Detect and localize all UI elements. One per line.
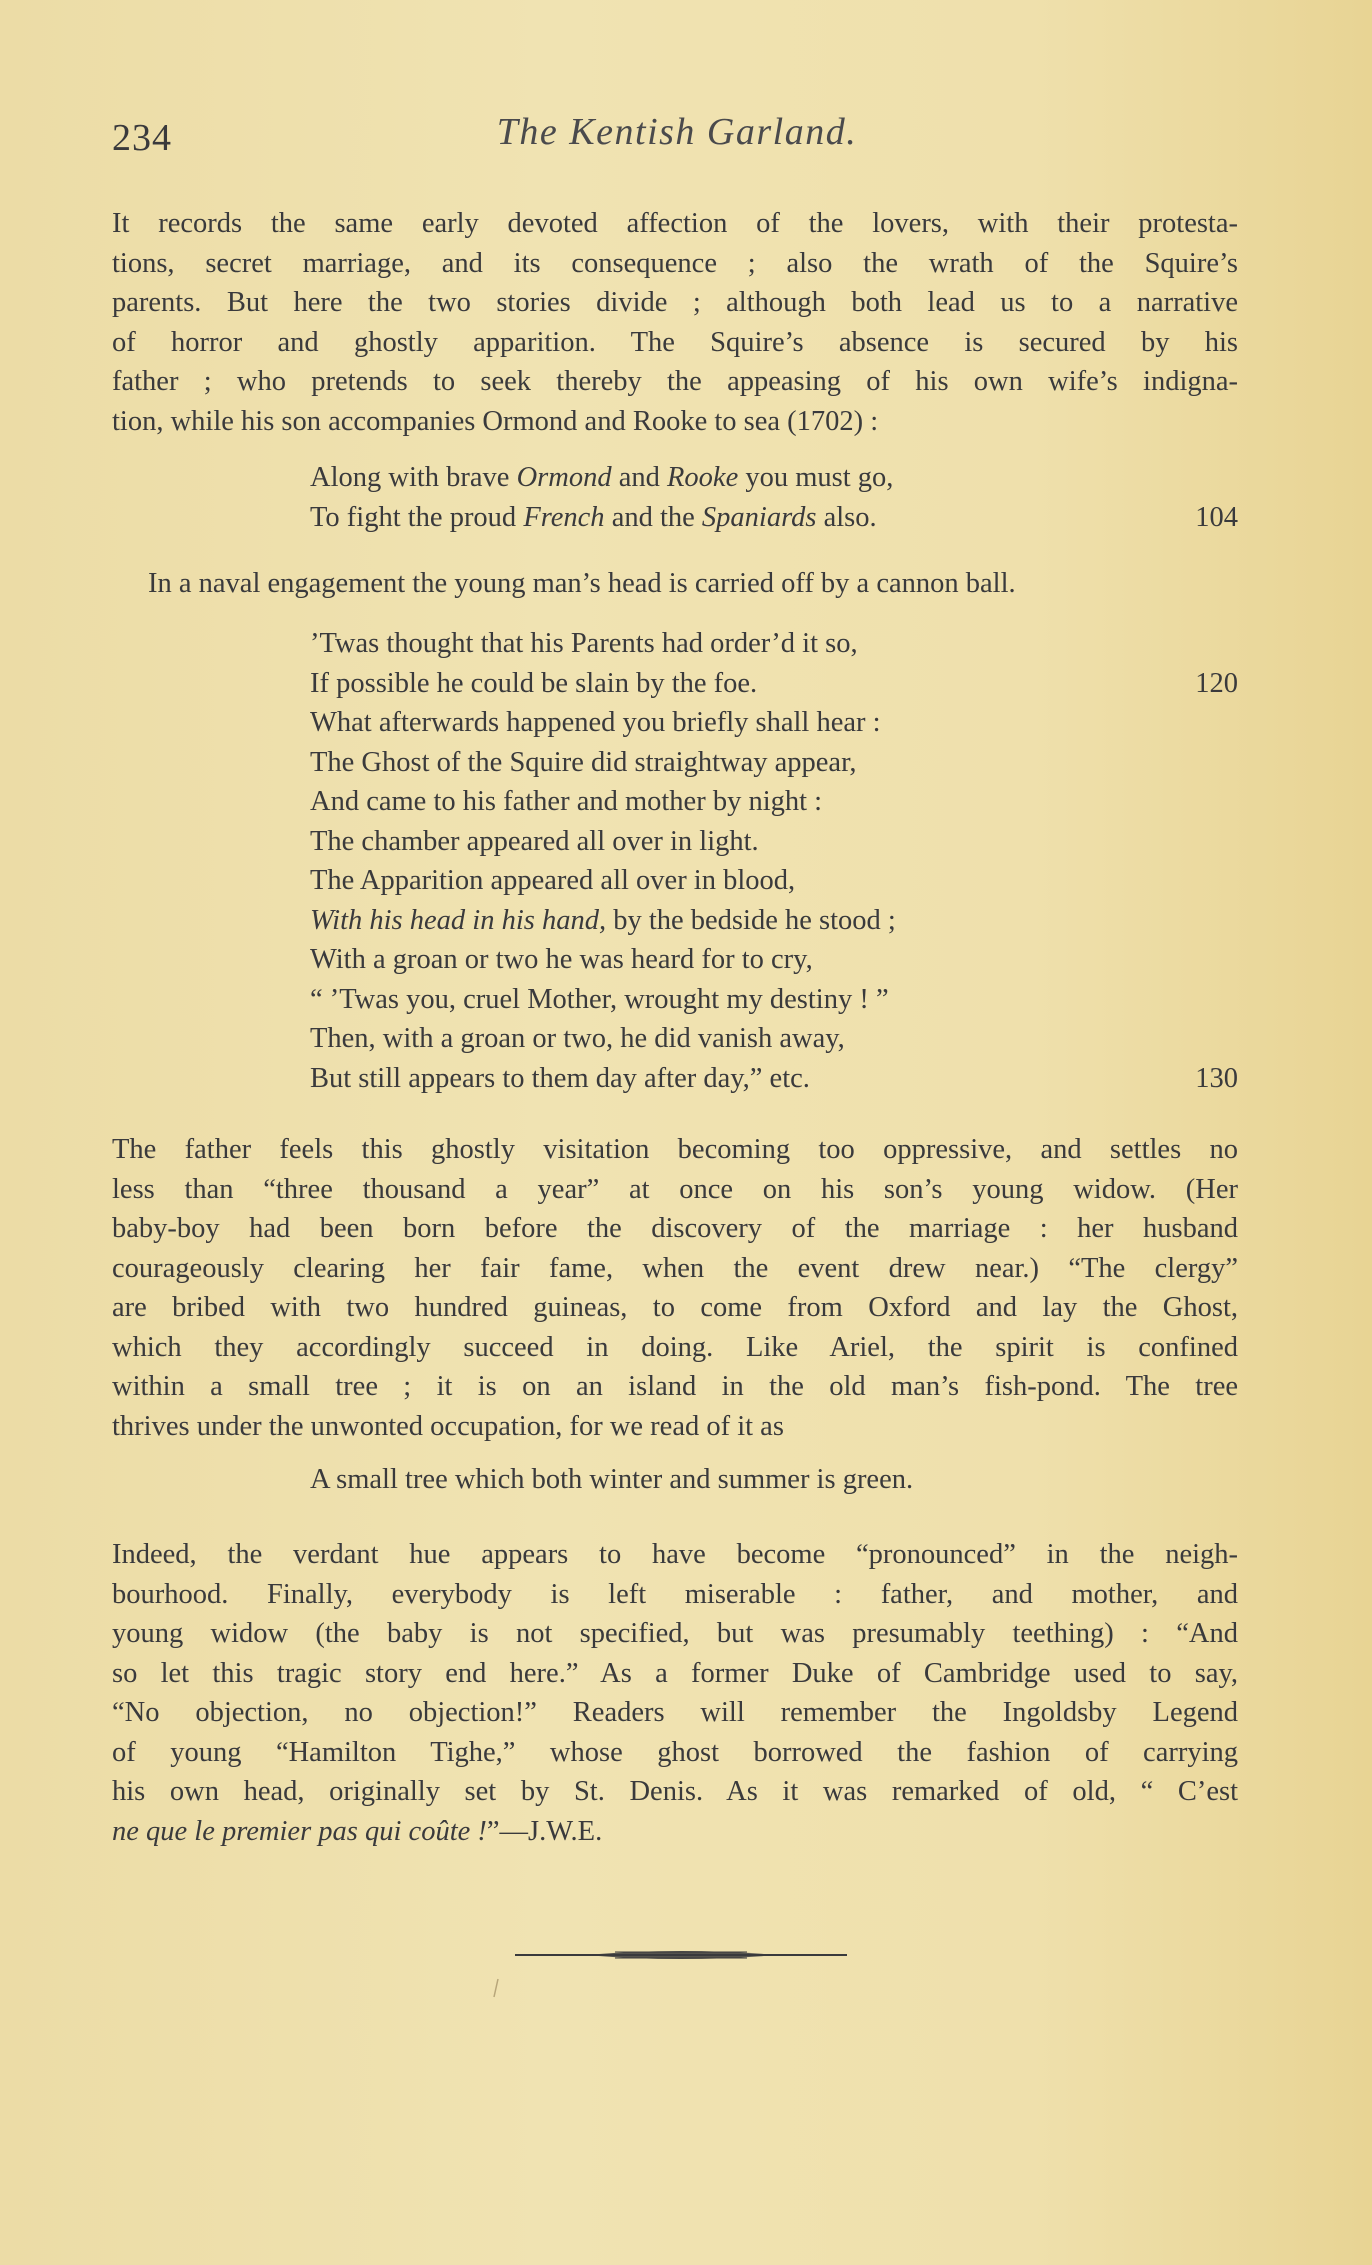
text-line: courageously clearing her fair fame, when the event drew near.) “The clergy” (112, 1252, 1238, 1284)
text-line: Indeed, the verdant hue appears to have become “pronounced” in the neigh- (112, 1539, 1238, 1570)
text-line: “No objection, no objection!” Readers will remember the Ingoldsby Legend (112, 1697, 1238, 1728)
text-line: of young “Hamilton Tighe,” whose ghost borrowed the fashion of carrying (112, 1736, 1238, 1768)
page-number: 234 (112, 117, 172, 159)
verse-line: Along with brave Ormond and Rooke you must go, (310, 462, 894, 493)
text-line: so let this tragic story end here.” As a former Duke of Cambridge used to say, (112, 1657, 1238, 1689)
text-line: baby-boy had been born before the discovery of the marriage : her husband (112, 1213, 1238, 1244)
text-line: his own head, originally set by St. Denis. As it was remarked of old, “ C’est (112, 1776, 1238, 1807)
verse-line: ’Twas thought that his Parents had order’d it so, (310, 628, 858, 659)
verse-line: With his head in his hand, by the bedside he stood ; (310, 904, 896, 936)
verse-block-1 (310, 458, 1238, 537)
paragraph-2: In a naval engagement the young man’s head is carried off by a cannon ball. (148, 568, 1016, 599)
line-number: 130 (1195, 1062, 1238, 1094)
text-line: less than “three thousand a year” at once on his son’s young widow. (Her (112, 1173, 1238, 1205)
text-line: which they accordingly succeed in doing. Like Ariel, the spirit is confined (112, 1331, 1238, 1363)
text-line: ne que le premier pas qui coûte !”—J.W.E. (112, 1815, 603, 1847)
text-line: father ; who pretends to seek thereby the appeasing of his own wife’s indigna- (112, 366, 1238, 397)
verse-line: To fight the proud French and the Spaniards also. 104 (310, 498, 1238, 538)
verse-line: If possible he could be slain by the foe. 120 (310, 664, 1238, 704)
text-line: tions, secret marriage, and its consequence ; also the wrath of the Squire’s (112, 247, 1238, 279)
paragraph-3 (112, 1130, 1238, 1446)
page-header (112, 108, 1242, 168)
verse-line: And came to his father and mother by night : (310, 786, 823, 817)
verse-quote: A small tree which both winter and summer is green. (310, 1464, 914, 1495)
paragraph-1 (112, 204, 1238, 441)
text-line: within a small tree ; it is on an island in the old man’s fish-pond. The tree (112, 1371, 1238, 1402)
text-line: thrives under the unwonted occupation, for we read of it as (112, 1410, 784, 1442)
text-line: parents. But here the two stories divide ; although both lead us to a narrative (112, 287, 1238, 318)
text-line: bourhood. Finally, everybody is left miserable : father, and mother, and (112, 1578, 1238, 1610)
tailpiece-rule (515, 1948, 847, 1962)
text-line: The father feels this ghostly visitation becoming too oppressive, and settles no (112, 1134, 1238, 1165)
verse-line: “ ’Twas you, cruel Mother, wrought my destiny ! ” (310, 983, 889, 1015)
text-line: It records the same early devoted affection of the lovers, with their protesta- (112, 208, 1238, 239)
verse-line: But still appears to them day after day,” etc. 130 (310, 1059, 1238, 1099)
verse-line: Then, with a groan or two, he did vanish away, (310, 1023, 845, 1054)
paragraph-4 (112, 1535, 1238, 1851)
line-number: 120 (1195, 667, 1238, 699)
verse-block-2 (310, 624, 1238, 1098)
running-title: The Kentish Garland. (496, 111, 858, 153)
stray-mark (493, 1978, 499, 1998)
text-line: tion, while his son accompanies Ormond and Rooke to sea (1702) : (112, 405, 879, 437)
verse-line: With a groan or two he was heard for to cry, (310, 944, 813, 975)
verse-line: The Ghost of the Squire did straightway appear, (310, 746, 857, 778)
text-line: of horror and ghostly apparition. The Squire’s absence is secured by his (112, 326, 1238, 358)
verse-line: The Apparition appeared all over in blood, (310, 865, 796, 896)
text-line: young widow (the baby is not specified, but was presumably teething) : “And (112, 1618, 1238, 1649)
verse-line: The chamber appeared all over in light. (310, 825, 759, 857)
verse-line: What afterwards happened you briefly shall hear : (310, 707, 881, 738)
line-number: 104 (1195, 501, 1238, 533)
text-line: are bribed with two hundred guineas, to come from Oxford and lay the Ghost, (112, 1292, 1238, 1323)
